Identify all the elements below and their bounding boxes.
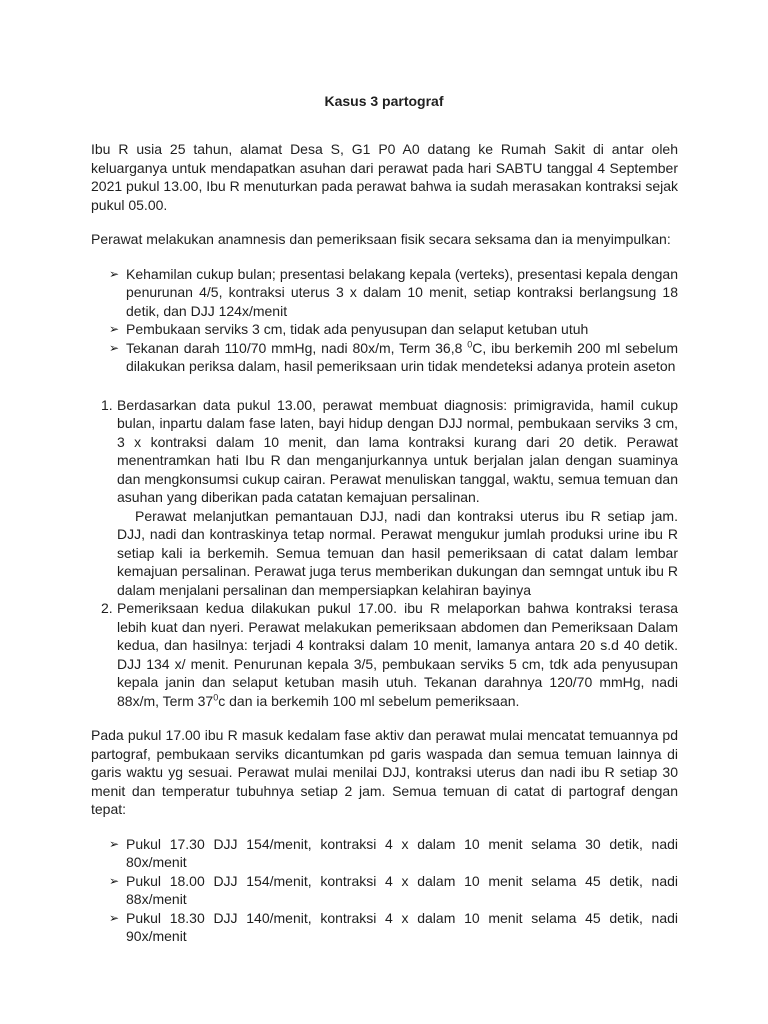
numbered-list xyxy=(91,396,678,711)
arrow-bullet-icon: ➢ xyxy=(109,340,120,355)
numbered-item-1: 1. Berdasarkan data pukul 13.00, perawat membuat diagnosis: primigravida, hamil cukup bulan, inpartu dalam fase laten, bayi hidup dengan DJJ normal, pembukaan serviks 3 cm, 3 x kontraksi dalam 10 menit, dan lama kontraksi kurang dari 20 detik. Perawat menentramkan hati Ibu R dan menganjurkannya untuk berjalan jalan dengan suaminya dan mengkonsumsi cukup cairan. Perawat menuliskan tanggal, waktu, semua temuan dan asuhan yang diberikan pada catatan kemajuan persalinan. Perawat melanjutkan pemantauan DJJ, nadi dan kontraksi uterus ibu R setiap jam. DJJ, nadi dan kontraskinya tetap normal. Perawat mengukur jumlah produksi urine ibu R setiap kali ia berkemih. Semua temuan dan hasil pemeriksaan di catat dalam lembar kemajuan persalinan. Perawat juga terus memberikan dukungan dan semngat untuk ibu R dalam menjalani persalinan dan mempersiapkan kelahiran bayinya xyxy=(101,396,678,598)
arrow-bullet-icon: ➢ xyxy=(109,873,120,888)
item-number: 2. xyxy=(101,600,113,616)
list-item: ➢ Pembukaan serviks 3 cm, tidak ada penyusupan dan selaput ketuban utuh xyxy=(109,321,589,337)
arrow-bullet-icon: ➢ xyxy=(109,266,120,281)
numbered-item-2: 2. Pemeriksaan kedua dilakukan pukul 17.00. ibu R melaporkan bahwa kontraksi terasa lebih kuat dan nyeri. Perawat melakukan pemeriksaan abdomen dan Pemeriksaan Dalam kedua, dan hasilnya: terjadi 4 kontraksi dalam 10 menit, lamanya antara 20 s.d 40 detik. DJJ 134 x/ menit. Penurunan kepala 3/5, pembukaan serviks 5 cm, tdk ada penyusupan kepala janin dan selaput ketuban masih utuh. Tekanan darahnya 120/70 mmHg, nadi 88x/m, Term $37^0c$ dan ia berkemih 100 ml sebelum pemeriksaan. xyxy=(101,600,678,709)
list-item: ➢ Kehamilan cukup bulan; presentasi belakang kepala (verteks), presentasi kepala dengan penurunan 4/5, kontraksi uterus 3 x dalam 10 menit, setiap kontraksi berlangsung 18 detik, dan DJJ 124x/menit xyxy=(109,265,678,319)
arrow-bullet-icon: ➢ xyxy=(109,322,120,336)
arrow-bullet-icon: ➢ xyxy=(109,836,120,851)
timeline-list xyxy=(91,835,678,946)
list-item: ➢ Pukul 17.30 DJJ 154/menit, kontraksi 4 x dalam 10 menit selama 30 detik, nadi 80x/menit xyxy=(109,835,678,870)
document-title: Kasus 3 partograf xyxy=(324,93,444,109)
list-item: ➢ Pukul 18.30 DJJ 140/menit, kontraksi 4 x dalam 10 menit selama 45 detik, nadi 90x/menit xyxy=(109,909,678,944)
intro-paragraph: Ibu R usia 25 tahun, alamat Desa S, G1 P0 A0 datang ke Rumah Sakit di antar oleh keluarganya untuk mendapatkan asuhan dari perawat pada hari SABTU tanggal 4 September 2021 pukul 13.00, Ibu R menuturkan pada perawat bahwa ia sudah merasakan kontraksi sejak pukul 05.00. xyxy=(91,141,678,213)
item-number: 1. xyxy=(101,396,113,413)
exam-intro-paragraph: Perawat melakukan anamnesis dan pemeriksaan fisik secara seksama dan ia menyimpulkan: xyxy=(91,231,671,247)
list-item: ➢ Pukul 18.00 DJJ 154/menit, kontraksi 4 x dalam 10 menit selama 45 detik, nadi 88x/menit xyxy=(109,872,678,907)
list-item: ➢ Tekanan darah 110/70 mmHg, nadi 80x/m, Term 36,8 $^0$C, ibu berkemih 200 ml sebelum dilakukan periksa dalam, hasil pemeriksaan urin tidak mendeteksi adanya protein aseton xyxy=(109,338,678,374)
active-phase-paragraph: Pada pukul 17.00 ibu R masuk kedalam fase aktiv dan perawat mulai mencatat temuannya pd partograf, pembukaan serviks dicantumkan pd garis waspada dan semua temuan lainnya di garis waktu yg sesuai. Perawat mulai menilai DJJ, kontraksi uterus dan nadi ibu R setiap 30 menit dan temperatur tubuhnya setiap 2 jam. Semua temuan di catat di partograf dengan tepat: xyxy=(91,727,678,817)
arrow-bullet-icon: ➢ xyxy=(109,910,120,925)
document-body xyxy=(91,140,678,946)
findings-list xyxy=(91,265,678,376)
